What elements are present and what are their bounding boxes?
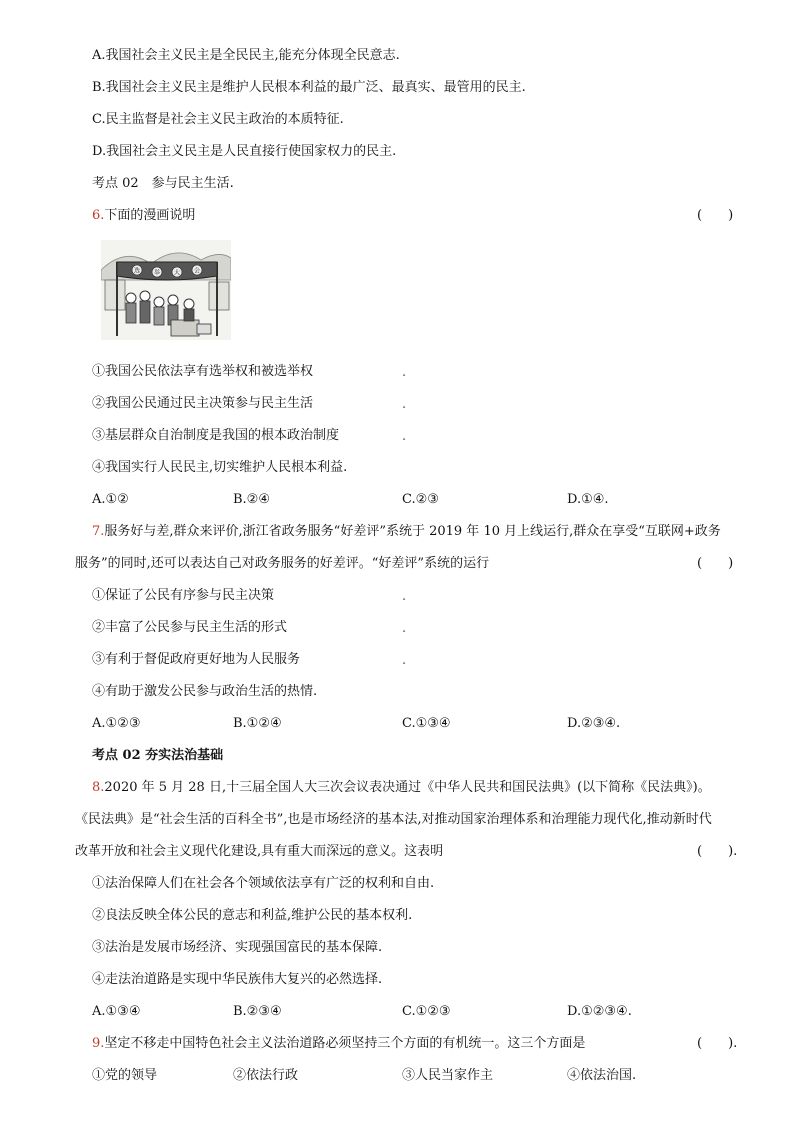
question-8-line-3: 改革开放和社会主义现代化建设,具有重大而深远的意义。这表明: [75, 844, 444, 859]
q7-choice-c[interactable]: C.①③④: [402, 716, 451, 731]
question-text: 2020 年 5 月 28 日,十三届全国人大三次会议表决通过《中华人民共和国民法典》(以下简称《民法典》)。: [104, 780, 711, 795]
section-heading-rule-of-law: 考点 02 夯实法治基础: [92, 748, 224, 763]
q7-statement-3: ③有利于督促政府更好地为人民服务: [92, 652, 301, 667]
banner-char-1: 选: [133, 267, 141, 275]
q8-statement-2: ②良法反映全体公民的意志和利益,维护公民的基本权利.: [92, 908, 413, 923]
question-number: 8.: [92, 780, 105, 795]
q7-statement-1: ①保证了公民有序参与民主决策: [92, 588, 275, 603]
q5-option-a: A.我国社会主义民主是全民民主,能充分体现全民意志.: [92, 48, 400, 63]
election-cartoon-image: [101, 240, 231, 340]
answer-bracket: ( ).: [697, 1036, 738, 1051]
q6-statement-4: ④我国实行人民民主,切实维护人民根本利益.: [92, 460, 348, 475]
answer-bracket: ( ): [697, 208, 734, 223]
dot-mark: .: [402, 653, 407, 668]
q6-choice-b[interactable]: B.②④: [233, 492, 270, 507]
q6-statement-1: ①我国公民依法享有选举权和被选举权: [92, 364, 314, 379]
banner-char-4: 会: [193, 267, 201, 275]
question-8-line-1: [92, 779, 711, 797]
answer-bracket: ( ).: [697, 844, 738, 859]
answer-bracket: ( ): [697, 556, 734, 571]
question-text: 下面的漫画说明: [104, 208, 196, 223]
q7-statement-4: ④有助于激发公民参与政治生活的热情.: [92, 684, 318, 699]
q6-choice-c[interactable]: C.②③: [402, 492, 439, 507]
section-heading-democracy: 考点 02 参与民主生活.: [92, 176, 234, 191]
q7-choice-b[interactable]: B.①②④: [233, 716, 282, 731]
q7-choice-d[interactable]: D.②③④.: [567, 716, 621, 731]
q8-choice-b[interactable]: B.②③④: [233, 1004, 282, 1019]
banner-char-2: 举: [153, 269, 161, 277]
question-8-line-2: 《民法典》是“社会生活的百科全书”,也是市场经济的基本法,对推动国家治理体系和治理能力现代化,推动新时代: [75, 812, 712, 827]
q7-choice-a[interactable]: A.①②③: [92, 716, 141, 731]
q6-statement-2: ②我国公民通过民主决策参与民主生活: [92, 396, 314, 411]
question-text: 服务好与差,群众来评价,浙江省政务服务“好差评”系统于 2019 年 10 月上线运行,群众在享受“互联网+政务: [104, 524, 721, 539]
dot-mark: .: [402, 429, 407, 444]
q5-option-b: B.我国社会主义民主是维护人民根本利益的最广泛、最真实、最管用的民主.: [92, 80, 526, 95]
dot-mark: .: [402, 397, 407, 412]
question-7-line-1: [92, 523, 721, 541]
question-9-stem: [92, 1035, 585, 1053]
q7-statement-2: ②丰富了公民参与民主生活的形式: [92, 620, 288, 635]
q6-statement-3: ③基层群众自治制度是我国的根本政治制度: [92, 428, 340, 443]
q8-statement-1: ①法治保障人们在社会各个领域依法享有广泛的权利和自由.: [92, 876, 435, 891]
q6-choice-d[interactable]: D.①④.: [567, 492, 609, 507]
q8-choice-a[interactable]: A.①③④: [92, 1004, 141, 1019]
question-6-stem: [92, 207, 195, 225]
q9-item-3: ③人民当家作主: [402, 1068, 494, 1083]
q5-option-c: C.民主监督是社会主义民主政治的本质特征.: [92, 112, 344, 127]
question-text: 坚定不移走中国特色社会主义法治道路必须坚持三个方面的有机统一。这三个方面是: [104, 1036, 586, 1051]
dot-mark: .: [402, 365, 407, 380]
q8-choice-d[interactable]: D.①②③④.: [567, 1004, 632, 1019]
dot-mark: .: [402, 589, 407, 604]
q8-statement-4: ④走法治道路是实现中华民族伟大复兴的必然选择.: [92, 972, 383, 987]
question-number: 7.: [92, 524, 105, 539]
question-7-line-2: 服务”的同时,还可以表达自己对政务服务的好差评。“好差评”系统的运行: [75, 556, 490, 571]
q8-choice-c[interactable]: C.①②③: [402, 1004, 451, 1019]
q5-option-d: D.我国社会主义民主是人民直接行使国家权力的民主.: [92, 144, 397, 159]
dot-mark: .: [402, 621, 407, 636]
q8-statement-3: ③法治是发展市场经济、实现强国富民的基本保障.: [92, 940, 383, 955]
banner-char-3: 大: [173, 269, 181, 277]
question-number: 9.: [92, 1036, 105, 1051]
q9-item-1: ①党的领导: [92, 1068, 158, 1083]
q9-item-2: ②依法行政: [233, 1068, 299, 1083]
q6-choice-a[interactable]: A.①②: [92, 492, 129, 507]
q9-item-4: ④依法治国.: [567, 1068, 637, 1083]
question-number: 6.: [92, 208, 105, 223]
